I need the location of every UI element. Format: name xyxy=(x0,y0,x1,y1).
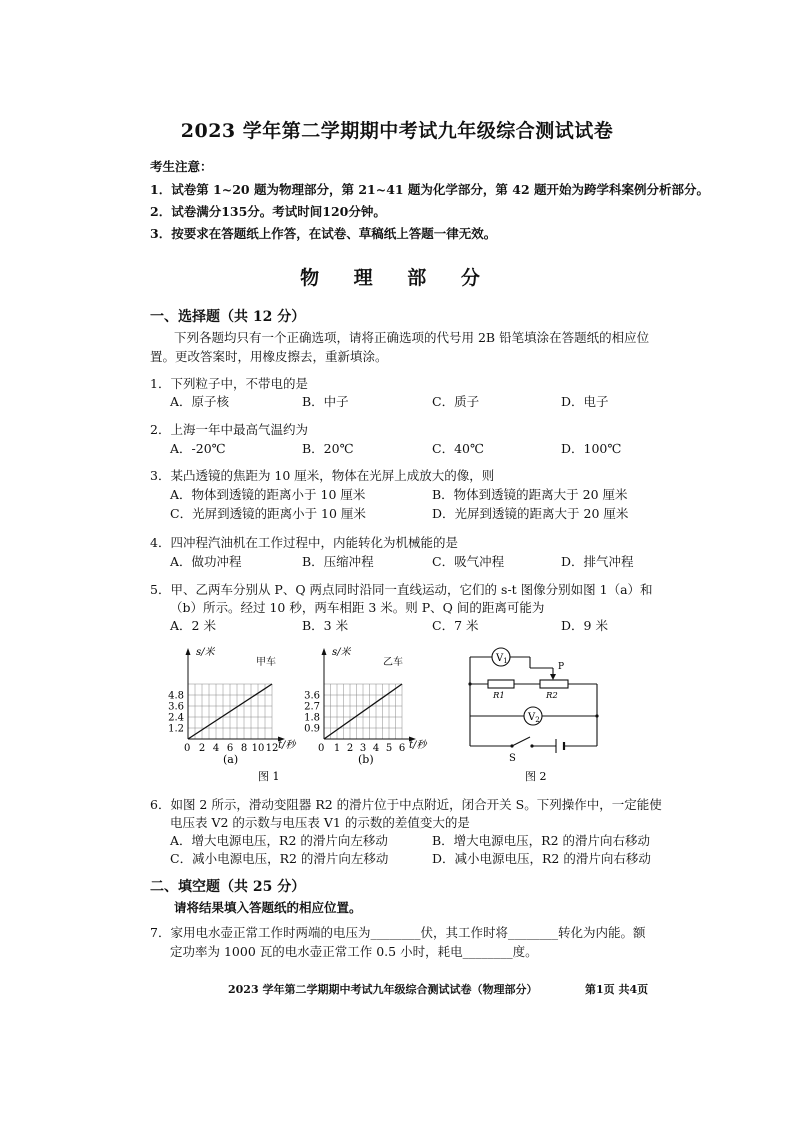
q5-option-d: D．9 米 xyxy=(561,618,608,633)
q6-option-d: D．减小电源电压，R2 的滑片向右移动 xyxy=(432,851,651,866)
notice-item-2: 2．试卷满分135分。考试时间120分钟。 xyxy=(150,204,386,219)
graph-b-ytick-label: 2.7 xyxy=(304,701,320,713)
q7-line-1: 7．家用电水壶正常工作时两端的电压为________伏，其工作时将________转化为内能。额 xyxy=(150,925,646,940)
q3-option-b: B．物体到透镜的距离大于 20 厘米 xyxy=(432,487,628,502)
q1-stem: 1．下列粒子中，不带电的是 xyxy=(150,376,308,391)
s-label: S xyxy=(509,753,516,764)
q6-option-c: C．减小电源电压，R2 的滑片向左移动 xyxy=(170,851,389,866)
graph-a-xtick-label: 4 xyxy=(212,743,220,754)
graph-b-xtick-label: 2 xyxy=(346,743,354,754)
junction-left xyxy=(468,682,471,685)
q1-option-d: D．电子 xyxy=(561,394,609,409)
q3-option-a: A．物体到透镜的距离小于 10 厘米 xyxy=(170,487,366,502)
q2-stem: 2．上海一年中最高气温约为 xyxy=(150,422,308,437)
graph-b-origin-label: 0 xyxy=(318,743,325,754)
notice-heading: 考生注意： xyxy=(150,159,213,174)
resistor-r1 xyxy=(488,680,514,688)
q5-option-b: B．3 米 xyxy=(302,618,349,633)
q5-option-c: C．7 米 xyxy=(432,618,479,633)
graph-a-xlabel: t/秒 xyxy=(278,740,296,751)
q4-option-b: B．压缩冲程 xyxy=(302,554,374,569)
q3-stem: 3．某凸透镜的焦距为 10 厘米，物体在光屏上成放大的像，则 xyxy=(150,468,495,483)
graph-b-ylabel: s/米 xyxy=(332,647,351,658)
part2-instruction: 请将结果填入答题纸的相应位置。 xyxy=(174,900,362,915)
switch-pivot xyxy=(510,744,513,747)
graph-a-caption: (a) xyxy=(223,753,239,766)
part1-heading: 一、选择题（共 12 分） xyxy=(150,309,306,325)
v2-label: $V_2$ xyxy=(528,712,540,724)
q4-option-a: A．做功冲程 xyxy=(170,554,242,569)
graph-a-ytick-label: 1.2 xyxy=(168,723,184,735)
figure-2-label: 图 2 xyxy=(525,770,547,783)
q2-option-b: B．20℃ xyxy=(302,441,354,456)
footer-page: 第1页 共4页 xyxy=(585,983,649,996)
r2-label: R2 xyxy=(546,691,558,701)
graph-a-xtick-label: 6 xyxy=(226,743,234,754)
resistor-r2 xyxy=(540,680,568,688)
switch-contact xyxy=(530,744,533,747)
notice-item-3: 3．按要求在答题纸上作答，在试卷、草稿纸上答题一律无效。 xyxy=(150,226,497,241)
graph-b-xtick-label: 5 xyxy=(385,743,393,754)
q2-option-c: C．40℃ xyxy=(432,441,484,456)
q4-option-c: C．吸气冲程 xyxy=(432,554,505,569)
q6-stem-1: 6．如图 2 所示，滑动变阻器 R2 的滑片位于中点附近，闭合开关 S。下列操作中，一定能使 xyxy=(150,797,662,812)
part2-heading: 二、填空题（共 25 分） xyxy=(150,879,306,895)
q5-option-a: A．2 米 xyxy=(170,618,216,633)
q4-stem: 4．四冲程汽油机在工作过程中，内能转化为机械能的是 xyxy=(150,535,458,550)
graph-a-ytick-label: 4.8 xyxy=(168,690,184,702)
q6-option-b: B．增大电源电压，R2 的滑片向右移动 xyxy=(432,833,651,848)
figure-1-label: 图 1 xyxy=(258,770,280,783)
graph-a-xtick-label: 12 xyxy=(265,743,279,754)
q5-stem-2: （b）所示。经过 10 秒，两车相距 3 米。则 P、Q 间的距离可能为 xyxy=(170,600,545,615)
graph-b-ytick-label: 3.6 xyxy=(304,690,320,702)
graph-b-xtick-label: 6 xyxy=(398,743,406,754)
q6-option-a: A．增大电源电压，R2 的滑片向左移动 xyxy=(170,833,388,848)
q1-option-b: B．中子 xyxy=(302,394,349,409)
q1-option-c: C．质子 xyxy=(432,394,480,409)
graph-a-title: 甲车 xyxy=(256,657,276,668)
q3-option-c: C．光屏到透镜的距离小于 10 厘米 xyxy=(170,506,366,521)
graph-a-xtick-label: 8 xyxy=(240,743,248,754)
q2-option-a: A．-20℃ xyxy=(170,441,226,456)
switch-blade xyxy=(512,737,530,746)
figure-2-circuit xyxy=(0,638,794,788)
graph-a-ylabel: s/米 xyxy=(196,647,215,658)
part1-instruction-1: 下列各题均只有一个正确选项，请将正确选项的代号用 2B 铅笔填涂在答题纸的相应位 xyxy=(174,330,650,345)
slider-arrow xyxy=(550,674,556,680)
graph-b-ytick-label: 1.8 xyxy=(304,712,320,724)
graph-b-caption: (b) xyxy=(358,753,374,766)
q6-stem-2: 电压表 V2 的示数与电压表 V1 的示数的差值变大的是 xyxy=(170,815,470,830)
section-title: 物 理 部 分 xyxy=(300,267,494,289)
q5-stem-1: 5．甲、乙两车分别从 P、Q 两点同时沿同一直线运动，它们的 s-t 图像分别如图 1（a）和 xyxy=(150,582,653,597)
p-label: P xyxy=(558,662,565,672)
q1-option-a: A．原子核 xyxy=(170,394,230,409)
graph-b-xtick-label: 1 xyxy=(333,743,341,754)
v1-label: $V_1$ xyxy=(496,653,508,665)
graph-b-xtick-label: 3 xyxy=(359,743,367,754)
q2-option-d: D．100℃ xyxy=(561,441,622,456)
q7-line-2: 定功率为 1000 瓦的电水壶正常工作 0.5 小时，耗电________度。 xyxy=(170,944,538,959)
graph-b-ytick-label: 0.9 xyxy=(304,723,320,735)
graph-a-xtick-label: 10 xyxy=(251,743,265,754)
footer-title: 2023 学年第二学期期中考试九年级综合测试试卷（物理部分） xyxy=(228,983,538,996)
graph-b-xtick-label: 4 xyxy=(372,743,380,754)
q3-option-d: D．光屏到透镜的距离大于 20 厘米 xyxy=(432,506,629,521)
r1-label: R1 xyxy=(493,691,505,701)
graph-a-xtick-label: 2 xyxy=(198,743,206,754)
notice-item-1: 1．试卷第 1~20 题为物理部分，第 21~41 题为化学部分，第 42 题开始为跨学科案例分析部分。 xyxy=(150,182,710,197)
graph-b-xlabel: t/秒 xyxy=(409,740,427,751)
graph-a-ytick-label: 2.4 xyxy=(168,712,184,724)
graph-a-origin-label: 0 xyxy=(184,743,191,754)
part1-instruction-2: 置。更改答案时，用橡皮擦去，重新填涂。 xyxy=(150,349,388,364)
exam-title: 2023 学年第二学期期中考试九年级综合测试试卷 xyxy=(180,120,614,142)
junction-right xyxy=(595,714,598,717)
q4-option-d: D．排气冲程 xyxy=(561,554,634,569)
graph-b-title: 乙车 xyxy=(383,657,403,668)
graph-a-ytick-label: 3.6 xyxy=(168,701,184,713)
